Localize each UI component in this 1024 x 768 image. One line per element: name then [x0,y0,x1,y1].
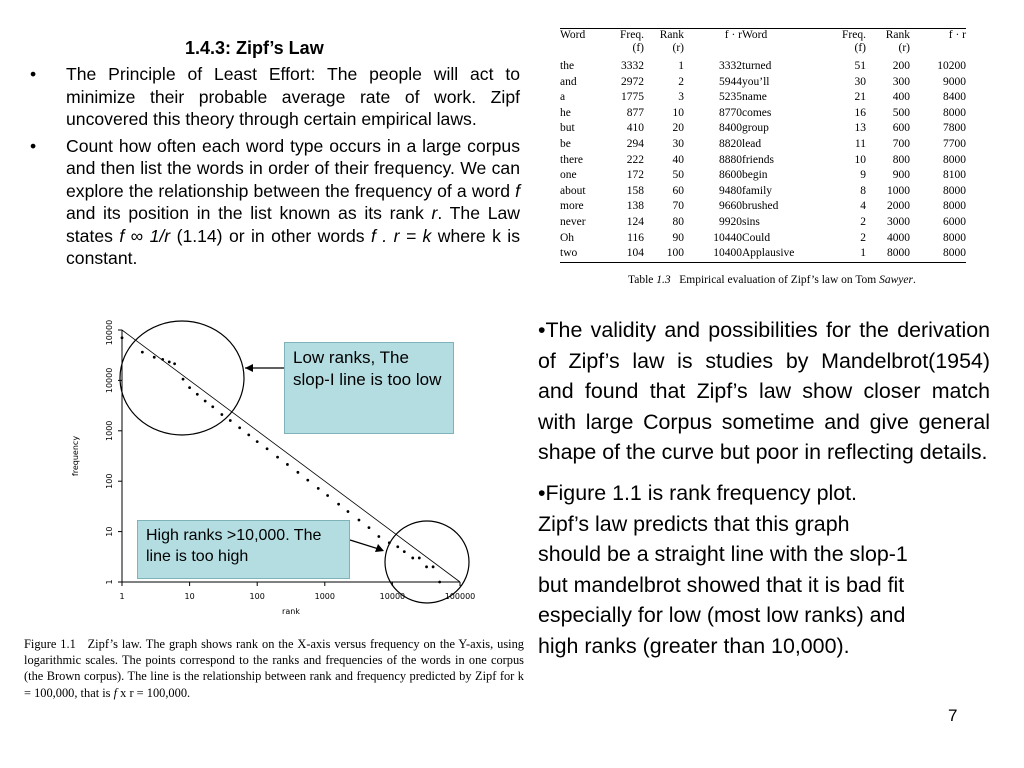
table-cell: 300 [892,75,910,88]
table-cell: 8400 [943,91,966,104]
table-cell: 8000 [943,153,966,166]
table-cell: 4 [860,200,866,213]
slide-title: 1.4.3: Zipf’s Law [185,38,324,58]
table-header-cell: Word [742,29,822,60]
table-header-cell: f · r [684,29,742,60]
table-cell: 200 [892,60,910,72]
data-point [141,351,144,354]
table-cell: 100 [644,246,684,262]
table-cell: 8400 [719,122,742,135]
table-cell: 16 [854,106,866,119]
mandelbrot-paragraph: •The validity and possibilities for the derivation of Zipf’s law is studies by Mandelbrot(1954) and found that Zipf’s law show closer match with large Corpus sometime and give general shape of the curve but poor in reflecting details. [538,318,990,465]
figure-description-line: •Figure 1.1 is rank frequency plot. [538,480,858,505]
table-cell: Applausive [742,246,822,262]
data-point [229,419,232,422]
table-cell: 20 [672,122,684,135]
data-point [266,447,269,450]
table-cell: 11 [854,137,866,150]
table-cell: 2972 [621,75,644,88]
table-cell: comes [742,106,772,119]
table-cell: 30 [672,137,684,150]
bullet-list [30,63,520,274]
x-tick-label: 1000 [314,592,335,601]
table-cell: begin [742,169,768,182]
table-cell: 10 [854,153,866,166]
figure-description-paragraph [538,478,990,662]
table-cell: 5944 [719,75,742,88]
y-tick-label: 1000 [105,420,114,441]
high-rank-callout: High ranks >10,000. The line is too high [137,520,350,579]
table-cell: 8000 [866,246,910,262]
zipf-table [560,28,990,263]
table-cell: 21 [854,91,866,104]
data-point [188,386,191,389]
data-point [196,393,199,396]
table-cell: there [560,153,583,166]
table-row [560,121,966,137]
table-cell: friends [742,153,774,166]
data-point [153,356,156,359]
table-cell: 70 [672,200,684,213]
table-row [560,59,966,75]
data-point [432,565,435,568]
y-tick-label: 10000 [105,367,114,394]
y-tick-label: 1 [105,579,114,585]
table-row [560,75,966,91]
data-point [276,456,279,459]
table-cell: 8000 [943,231,966,244]
table-cell: 5235 [719,91,742,104]
table-cell: 8100 [943,169,966,182]
table-cell: 10 [672,106,684,119]
table-cell: Could [742,231,771,244]
data-point [337,503,340,506]
table-cell: 700 [892,137,910,150]
table-cell: group [742,122,769,135]
table-header-cell: f · r [910,29,966,60]
figure-description-line: high ranks (greater than 10,000). [538,633,850,658]
table-cell: 80 [672,215,684,228]
data-point [411,557,414,560]
table-row [560,168,966,184]
table-cell: 8 [860,184,866,197]
table-cell: 1000 [887,184,910,197]
table-cell: 1 [822,246,866,262]
bullet-item-least-effort [30,63,520,131]
x-axis-label: rank [282,607,300,616]
table-cell: 9660 [719,200,742,213]
table-cell: 51 [854,60,866,72]
table-cell: 600 [892,122,910,135]
data-point [256,440,259,443]
data-point [238,426,241,429]
table-cell: 1 [678,60,684,72]
bullet-text-count: Count how often each word type occurs in a large corpus and then list the words in order of their frequency. We can explore the relationship between the frequency of a word f and its position in the list known as its rank r. The Law states f ∞ 1/r (1.14) or in other words f . r = k where k is constant. [66,135,520,268]
table-cell: 30 [854,75,866,88]
table-cell: 104 [604,246,644,262]
table-cell: 900 [892,169,910,182]
table-row [560,90,966,106]
table-header-cell: Rank (r) [644,29,684,60]
data-point [326,494,329,497]
table-cell: 6000 [943,215,966,228]
table-cell: 50 [672,169,684,182]
figure-description-line: Zipf’s law predicts that this graph [538,511,850,536]
table-cell: 9000 [943,75,966,88]
table-cell: he [560,106,571,119]
data-point [317,487,320,490]
table-caption: Table 1.3 Empirical evaluation of Zipf’s law on Tom Sawyer. [628,274,916,286]
data-point [121,336,124,339]
x-tick-label: 100000 [444,592,476,601]
table-cell: 3332 [719,60,742,72]
data-point [418,557,421,560]
table-cell: 2 [860,215,866,228]
table-cell: 138 [626,200,644,213]
table-header-cell: Word [560,29,604,60]
bullet-item-count [30,135,520,270]
table-cell: 8880 [719,153,742,166]
table-cell: turned [742,60,772,72]
table-cell: 40 [672,153,684,166]
bullet-marker: • [30,135,37,156]
table-cell: 172 [626,169,644,182]
data-point [396,545,399,548]
table-cell: family [742,184,773,197]
table-row [560,184,966,200]
x-tick-label: 1 [119,592,125,601]
table-cell: 90 [672,231,684,244]
table-cell: 8000 [943,184,966,197]
table-cell: two [560,246,604,262]
bullet-marker: • [30,64,37,84]
table-cell: 1775 [621,91,644,104]
data-point [211,405,214,408]
bullet-text-least-effort: The Principle of Least Effort: The people will act to minimize their probable average rate of work. Zipf uncovered this theory through certain empirical laws. [66,64,520,129]
table-cell: be [560,137,571,150]
table-cell: name [742,91,767,104]
x-tick-label: 10 [184,592,195,601]
table-cell: about [560,184,586,197]
figure-description-line: but mandelbrot showed that it is bad fit [538,572,905,597]
table-cell: 116 [627,231,644,244]
table-row [560,106,966,122]
table-cell: 8000 [943,106,966,119]
table-row [560,153,966,169]
low-rank-callout: Low ranks, The slop-I line is too low [284,342,454,434]
figure-caption: Figure 1.1 Zipf’s law. The graph shows rank on the X-axis versus frequency on the Y-axis, using logarithmic scales. The points correspond to the ranks and frequencies of the words in one corpus (the Brown corpus). The line is the relationship between rank and frequency predicted by Zipf for k = 100,000, that is f x r = 100,000. [24,637,524,700]
x-tick-label: 100 [249,592,265,601]
y-tick-label: 10 [105,526,114,537]
table-cell: 124 [626,215,644,228]
table-cell: 8600 [719,169,742,182]
table-cell: 9480 [719,184,742,197]
table-cell: one [560,169,577,182]
table-cell: 2000 [887,200,910,213]
table-cell: 2 [678,75,684,88]
data-point [306,479,309,482]
table-cell: 222 [626,153,644,166]
low-rank-circle [120,321,244,435]
table-cell: you’ll [742,75,770,88]
table-cell: never [560,215,586,228]
right-text-block [538,315,990,662]
page-number: 7 [948,706,958,725]
table-cell: 9920 [719,215,742,228]
data-point [438,581,441,584]
figure-description-line: especially for low (most low ranks) and [538,603,906,628]
data-point [425,565,428,568]
table-cell: 3332 [621,60,644,72]
table-cell: but [560,122,575,135]
y-tick-label: 100 [105,473,114,489]
data-point [296,471,299,474]
data-point [168,361,171,364]
table-row [560,246,966,262]
data-point [377,535,380,538]
data-point [220,413,223,416]
table-cell: 7700 [943,137,966,150]
x-tick-label: 10000 [379,592,406,601]
low-rank-arrowhead [245,364,253,372]
table-cell: a [560,91,566,104]
data-point [247,433,250,436]
y-tick-label: 100000 [105,320,114,346]
data-point [403,550,406,553]
table-cell: 500 [892,106,910,119]
table-cell: 8820 [719,137,742,150]
table-cell: and [560,75,577,88]
table-cell: 294 [626,137,644,150]
table-cell: 8770 [719,106,742,119]
table-row [560,231,966,247]
table-cell: the [560,60,575,72]
table-cell: brushed [742,200,779,213]
data-point [173,362,176,365]
table-cell: 13 [854,122,866,135]
data-point [368,526,371,529]
table-cell: 800 [892,153,910,166]
table-cell: 10400 [684,246,742,262]
table-cell: 158 [626,184,644,197]
table-row [560,199,966,215]
data-point [358,519,361,522]
data-point [347,510,350,513]
data-point [286,463,289,466]
table-cell: 4000 [887,231,910,244]
table-cell: more [560,200,584,213]
table-header-cell: Rank (r) [866,29,910,60]
table-cell: 60 [672,184,684,197]
table-cell: 3 [678,91,684,104]
table-cell: sins [742,215,760,228]
data-point [182,378,185,381]
table-cell: 3000 [887,215,910,228]
table-cell: 9 [860,169,866,182]
table-cell: 10440 [713,231,742,244]
y-axis-label: frequency [71,435,80,477]
table-row [560,137,966,153]
table-cell: 8000 [943,200,966,213]
table-cell: 410 [626,122,644,135]
table-header-cell: Freq. (f) [822,29,866,60]
table-header-cell: Freq. (f) [604,29,644,60]
table-cell: 400 [892,91,910,104]
table-cell: 2 [860,231,866,244]
table-cell: 877 [626,106,644,119]
table-header-row [560,29,966,60]
figure-description-line: should be a straight line with the slop-1 [538,542,908,567]
table-cell: lead [742,137,762,150]
table-cell: 10200 [937,60,966,72]
table-cell: Oh [560,231,575,244]
data-point [204,400,207,403]
table-cell: 8000 [910,246,966,262]
table-cell: 7800 [943,122,966,135]
high-rank-circle [385,521,469,603]
table-row [560,215,966,231]
